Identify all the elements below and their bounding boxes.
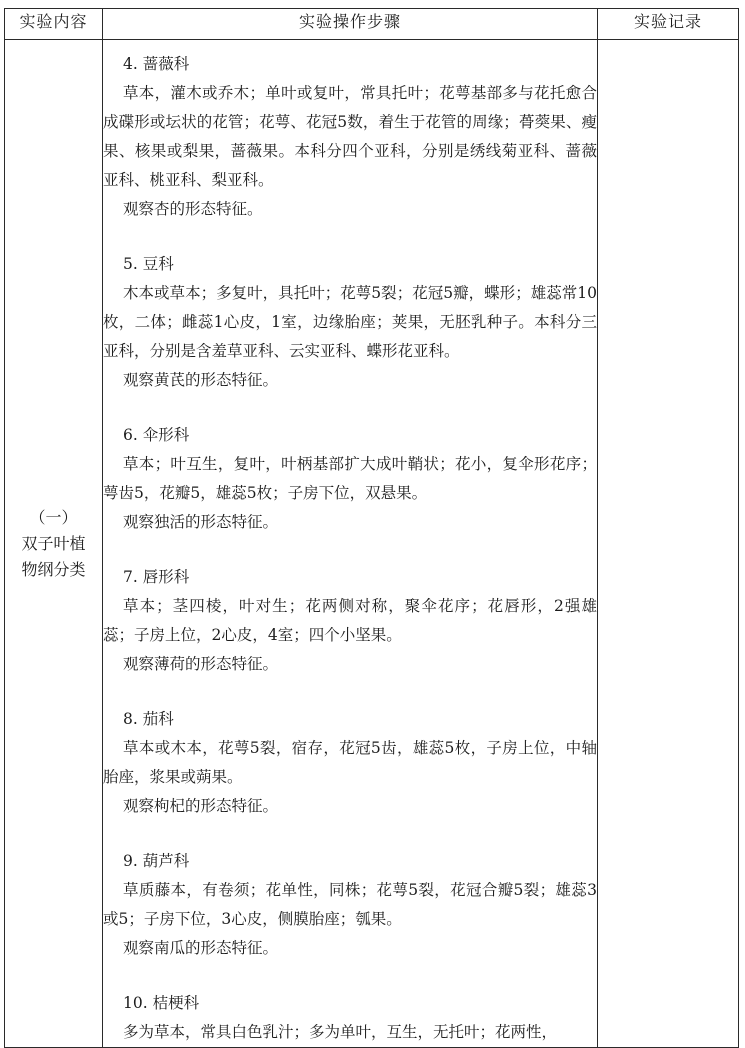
experiment-name-line2: 物纲分类 xyxy=(21,559,86,579)
section-fabaceae xyxy=(103,250,597,395)
experiment-number: （一） xyxy=(29,507,78,527)
section-observe: 观察薄荷的形态特征。 xyxy=(123,655,279,673)
table-header-row xyxy=(5,9,739,40)
experiment-table xyxy=(4,8,739,1048)
section-observe: 观察黄芪的形态特征。 xyxy=(123,371,279,389)
section-body: 草本；叶互生，复叶，叶柄基部扩大成叶鞘状；花小，复伞形花序；萼齿5，花瓣5，雄蕊5枚；子房下位，双悬果。 xyxy=(103,455,597,502)
section-title: 9. 葫芦科 xyxy=(123,852,190,870)
header-content: 实验内容 xyxy=(5,9,103,40)
table-body-row xyxy=(5,40,739,1048)
header-record: 实验记录 xyxy=(598,9,739,40)
section-observe: 观察南瓜的形态特征。 xyxy=(123,939,279,957)
experiment-content-cell xyxy=(5,40,103,1048)
section-rosaceae xyxy=(103,50,597,224)
section-body: 木本或草本；多复叶，具托叶；花萼5裂；花冠5瓣，蝶形；雄蕊常10枚，二体；雌蕊1心皮，1室，边缘胎座；荚果，无胚乳种子。本科分三亚科，分别是含羞草亚科、云实亚科、蝶形花亚科。 xyxy=(103,284,597,360)
section-campanulaceae xyxy=(103,989,597,1047)
section-title: 8. 茄科 xyxy=(123,710,174,728)
section-cucurbitaceae xyxy=(103,847,597,963)
section-observe: 观察枸杞的形态特征。 xyxy=(123,797,279,815)
record-cell[interactable] xyxy=(598,40,739,1048)
header-steps: 实验操作步骤 xyxy=(103,9,598,40)
section-observe: 观察杏的形态特征。 xyxy=(123,200,263,218)
section-body: 草本；茎四棱，叶对生；花两侧对称，聚伞花序；花唇形，2强雄蕊；子房上位，2心皮，4室；四个小坚果。 xyxy=(103,597,597,644)
section-lamiaceae xyxy=(103,563,597,679)
section-title: 10. 桔梗科 xyxy=(123,994,200,1012)
section-solanaceae xyxy=(103,705,597,821)
experiment-name-line1: 双子叶植 xyxy=(21,533,86,553)
section-title: 7. 唇形科 xyxy=(123,568,190,586)
section-apiaceae xyxy=(103,421,597,537)
steps-cell xyxy=(103,40,598,1048)
section-title: 5. 豆科 xyxy=(123,255,174,273)
section-body: 草本，灌木或乔木；单叶或复叶，常具托叶；花萼基部多与花托愈合成碟形或坛状的花管；花萼、花冠5数，着生于花管的周缘；蓇葖果、瘦果、核果或梨果，蔷薇果。本科分四个亚科，分别是绣线菊亚科、蔷薇亚科、桃亚科、梨亚科。 xyxy=(103,84,597,189)
section-body: 草质藤本，有卷须；花单性，同株；花萼5裂，花冠合瓣5裂；雄蕊3或5；子房下位，3心皮，侧膜胎座；瓠果。 xyxy=(103,881,597,928)
section-body: 草本或木本，花萼5裂，宿存，花冠5齿，雄蕊5枚，子房上位，中轴胎座，浆果或蒴果。 xyxy=(103,739,597,786)
section-body: 多为草本，常具白色乳汁；多为单叶，互生，无托叶；花两性， xyxy=(123,1023,558,1041)
section-observe: 观察独活的形态特征。 xyxy=(123,513,279,531)
section-title: 4. 蔷薇科 xyxy=(123,55,190,73)
section-title: 6. 伞形科 xyxy=(123,426,190,444)
